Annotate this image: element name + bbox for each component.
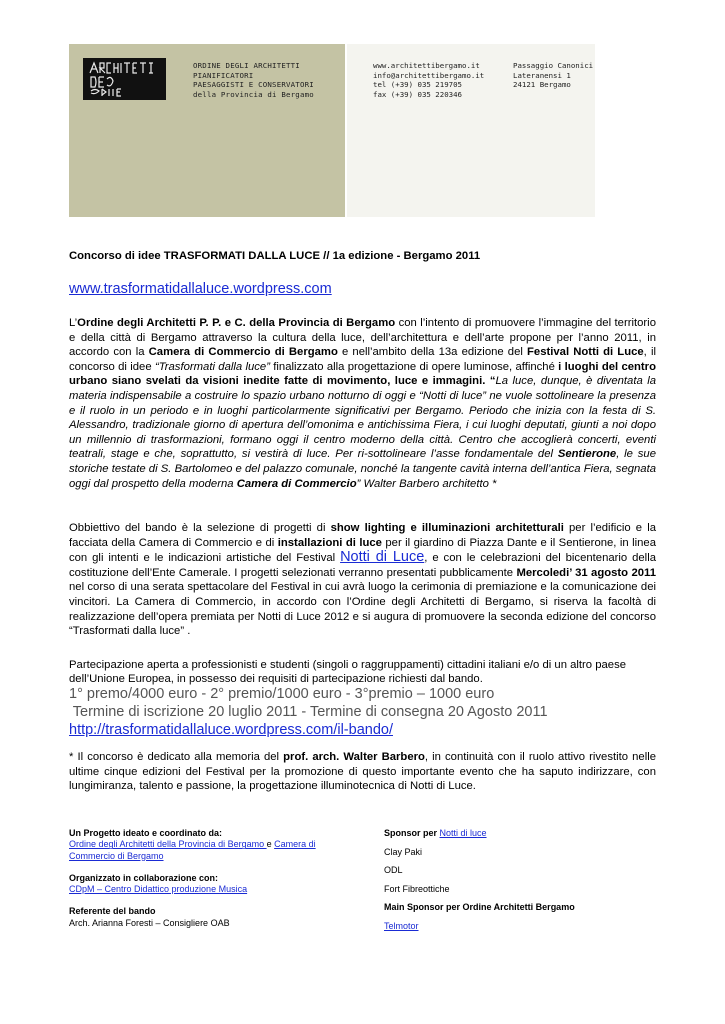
org-line: della Provincia di Bergamo [193, 89, 314, 99]
notti-di-luce-link[interactable]: Notti di luce [439, 828, 487, 838]
participation-text: Partecipazione aperta a professionisti e studenti (singoli o raggruppamenti) cittadini italiani e/o di un altro paese dell’Unione Europea, in possesso dei requisiti di partecipazione richiesti dal bando. [69, 659, 627, 685]
chamber-link[interactable]: Camera di Commercio di Bergamo [69, 839, 316, 861]
contact-fax: fax (+39) 035 220346 [373, 89, 462, 99]
main-sponsor-label-text: Main Sponsor per Ordine Architetti Bergamo [384, 902, 575, 912]
referent-name: Arch. Arianna Foresti – Consigliere OAB [69, 917, 230, 928]
bold-run: Camera di Commercio di Bergamo [148, 346, 338, 359]
dedication-paragraph [69, 750, 656, 794]
bando-link[interactable]: http://trasformatidallaluce.wordpress.com/il-bando/ [69, 722, 393, 738]
telmotor-link[interactable]: Telmotor [384, 920, 419, 931]
sponsor-item: Fort Fibreottiche [384, 883, 450, 894]
postal-address [513, 61, 593, 90]
italic-run: “Trasformati dalla luce” [154, 360, 270, 373]
text-run: nel corso di una serata spettacolare del Festival in cui avrà luogo la cerimonia di premiazione e la comunicazione dei vincitori. La Camera di Commercio, in accordo con l’Ordine degli Architetti di Bergamo, si riserva la facoltà di realizzazione dell’opera premiata per Notti di Luce 2012 e si augura di promuovere la seconda edizione del concorso “Trasformati dalla luce” . [69, 581, 656, 638]
bold-run: Festival Notti di Luce [527, 346, 644, 359]
text-run: finalizzato alla progettazione di opere luminose, affinché [269, 360, 559, 373]
collab-label: Organizzato in collaborazione con: [69, 872, 219, 883]
italic-run: La luce, dunque, è diventata la materia indispensabile a costruire lo spazio urbano notturno di oggi e “Notti di luce” ne vuole sottolineare la presenza e il ruolo in un periodo e in luoghi particolarmente significativi per Bergamo. Periodo che inizia con la festa di S. Alessandro, tradizionale giorno di apertura dell’omonima e antichissima Fiera, i cui luoghi deputati, giunti a noi dopo un millennio di trasformazioni, formano oggi il centro moderno della città. Centro che accoglierà concerti, eventi teatrali, stage e che, soprattutto, si vestirà di luce. Per ri-sottolineare l’asse fondamentale del [69, 375, 657, 461]
sponsor-label: Sponsor per [384, 828, 440, 838]
bold-run: prof. arch. Walter Barbero [283, 751, 425, 763]
contact-email[interactable]: info@architettibergamo.it [373, 70, 485, 80]
text-run: , il concorso di idee [69, 346, 656, 373]
text-run: , in continuità con il ruolo attivo rivestito nelle ultime cinque edizioni del Festival per la promozione di questo importante evento che ha saputo indirizzare, con lungimiranza, talento e passione, la progettazione illuminotecnica di Notti di Luce. [69, 751, 657, 793]
intro-paragraph [69, 316, 656, 491]
sponsors-column [384, 828, 644, 939]
organization-name [193, 61, 314, 99]
bold-run: Ordine degli Architetti P. P. e C. della Provincia di Bergamo [77, 317, 396, 329]
bold-italic-run: Sentierone [557, 448, 617, 461]
text-run: * Il concorso è dedicato alla memoria del [69, 751, 284, 763]
text-run: per l’edificio e la facciata della Camera di Commercio e di [69, 522, 656, 549]
logo-lettering-icon [87, 61, 163, 97]
credits-column [69, 828, 354, 929]
referent-label: Referente del bando [69, 906, 156, 917]
text-run: , e con le celebrazioni del bicentenario della costituzione dell’Ente Camerale. I progetti selezionati verranno presentati pubblicamente [69, 552, 656, 579]
order-logo [83, 58, 166, 100]
spacer [69, 862, 354, 873]
bold-italic-run: Camera di Commercio [236, 477, 357, 490]
text-run: con l’intento di promuovere l’immagine del territorio e della città di Bergamo attraverso la cultura della luce, dell’architettura e dell’arte propone per l’anno 2011, in accordo con la [69, 317, 656, 359]
spacer [69, 895, 354, 906]
order-link[interactable]: Ordine degli Architetti della Provincia di Bergamo [69, 839, 267, 850]
contact-website[interactable]: www.architettibergamo.it [373, 61, 480, 70]
italic-run: ” Walter Barbero architetto * [356, 477, 497, 490]
deadlines-line: Termine di iscrizione 20 luglio 2011 - Termine di consegna 20 Agosto 2011 [69, 703, 548, 720]
text-run: e nell’ambito della 13a edizione del [337, 346, 528, 359]
bold-run: i luoghi del centro urbano siano svelati da visioni inedite fatte di movimento, luce e immagini. “ [69, 360, 656, 388]
text-run: L’ [69, 317, 78, 329]
address-line: Passaggio Canonici [513, 61, 594, 70]
sponsor-header [384, 828, 644, 847]
text-run: per il giardino di Piazza Dante e il Sentierone, in linea con gli intenti e le indicazioni artistiche del Festival [69, 536, 656, 565]
conjunction-text: e [266, 839, 275, 850]
main-sponsor-label [384, 902, 644, 921]
letterhead-left-panel [69, 44, 345, 217]
objective-paragraph [69, 521, 656, 639]
website-link[interactable]: www.trasformatidallaluce.wordpress.com [69, 281, 332, 297]
letterhead-right-panel [347, 44, 595, 217]
sponsor-item: ODL [384, 865, 403, 875]
address-line: 24121 Bergamo [513, 80, 571, 90]
contact-info [373, 61, 484, 99]
org-line: PIANIFICATORI [193, 70, 254, 80]
participation-paragraph [69, 658, 656, 739]
text-run: Obbiettivo del bando è la selezione di progetti di [69, 522, 331, 534]
bold-run: Mercoledi’ 31 agosto 2011 [516, 566, 656, 579]
org-line: ORDINE DEGLI ARCHITETTI [193, 61, 300, 70]
contact-phone: tel (+39) 035 219705 [373, 80, 462, 90]
project-label: Un Progetto ideato e coordinato da: [69, 828, 223, 838]
cdpm-link[interactable]: CDpM – Centro Didattico produzione Musica [69, 884, 248, 895]
festival-link[interactable]: Notti di Luce [340, 549, 425, 566]
address-line: Lateranensi 1 [513, 70, 571, 80]
org-line: PAESAGGISTI E CONSERVATORI [193, 80, 314, 90]
bold-run: installazioni di luce [277, 536, 382, 549]
italic-run: , le sue storiche testate di S. Bartolomeo e del palazzo comunale, nonché la tangente cavità interna dell’antica Fiera, segnata oggi dal prospetto della moderna [69, 448, 656, 490]
bold-run: show lighting e illuminazioni architetturali [330, 522, 564, 534]
prizes-line: 1° premo/4000 euro - 2° premio/1000 euro - 3°premio – 1000 euro [69, 686, 495, 702]
document-title: Concorso di idee TRASFORMATI DALLA LUCE // 1a edizione - Bergamo 2011 [69, 250, 481, 262]
sponsor-item: Clay Paki [384, 846, 423, 857]
letterhead [69, 44, 595, 217]
